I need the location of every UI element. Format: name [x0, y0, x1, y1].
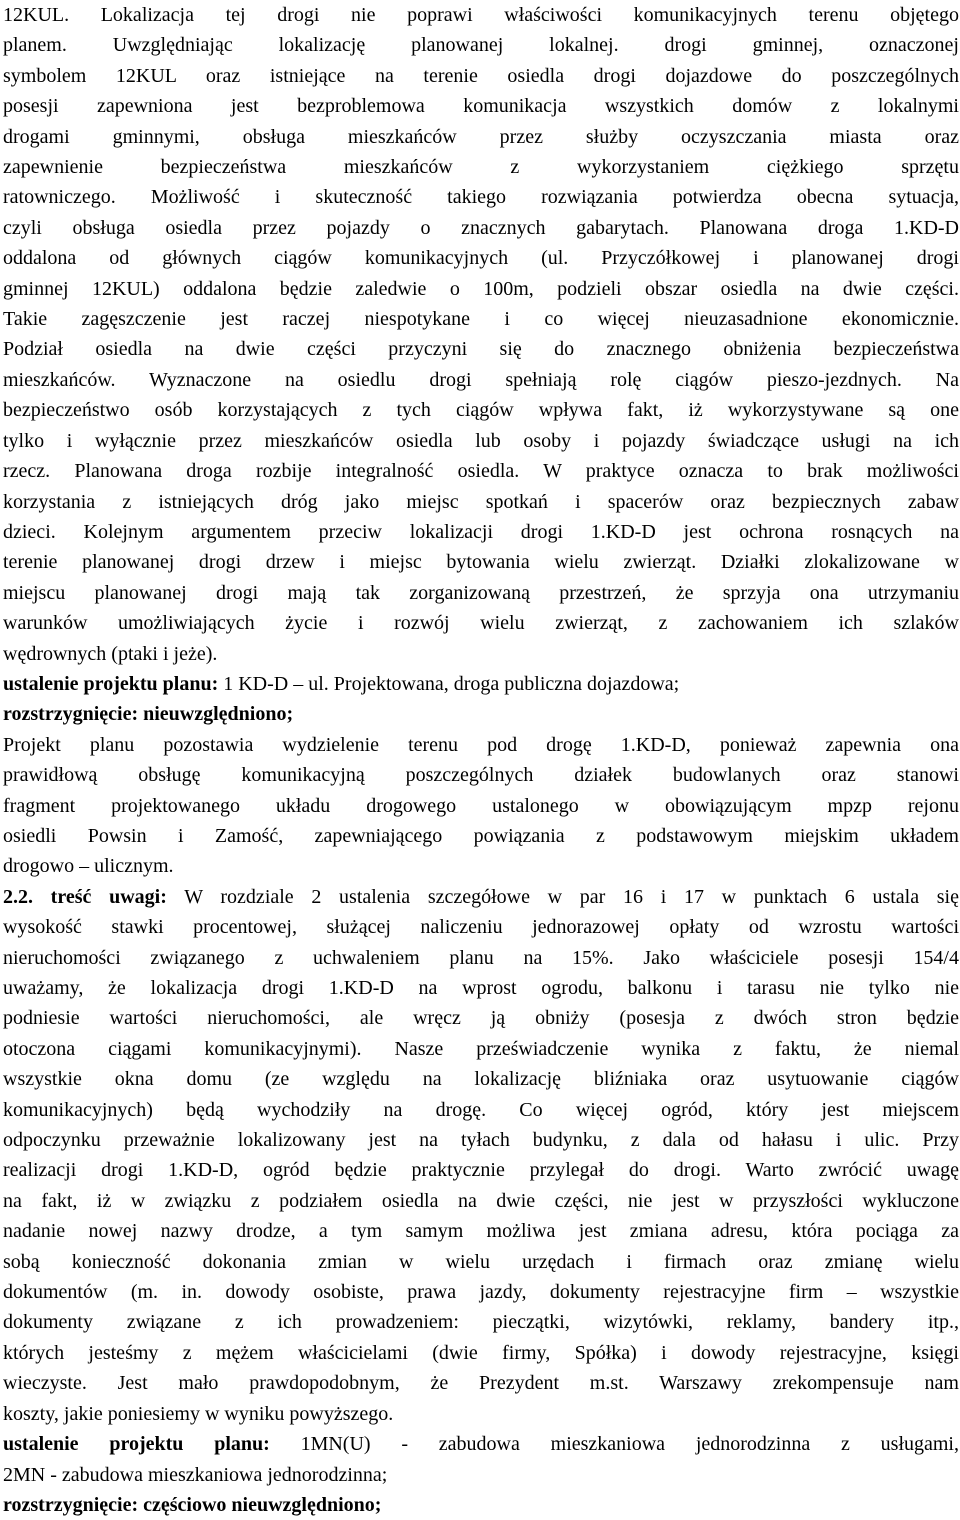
text-line: drogowo – ulicznym.: [3, 855, 174, 878]
text-line: Projekt planu pozostawia wydzielenie terenu pod drogę 1.KD-D, ponieważ zapewnia ona: [3, 733, 959, 756]
text-line: prawidłową obsługę komunikacyjną poszczególnych działek budowlanych oraz stanowi: [3, 764, 959, 787]
ustalenie-line-1: [3, 669, 959, 699]
text-line: mieszkańców. Wyznaczone na osiedlu drogi spełniają rolę ciągów pieszo-jezdnych. Na: [3, 368, 959, 391]
text-line: planem. Uwzględniając lokalizację planowanej lokalnej. drogi gminnej, oznaczonej: [3, 34, 959, 57]
text-line: Podział osiedla na dwie części przyczyni się do znacznego obniżenia bezpieczeństwa: [3, 338, 959, 361]
text-line: podniesie wartości nieruchomości, ale wręcz ją obniży (posesja z dwóch stron będzie: [3, 1007, 959, 1030]
rozstrzygniecie-line-1: [3, 699, 959, 729]
text-line: ratowniczego. Możliwość i skuteczność takiego rozwiązania potwierdza obecna sytuacja,: [3, 186, 959, 209]
rozstrzygniecie-label: rozstrzygnięcie: nieuwzględniono;: [3, 703, 294, 726]
text-line: 2MN - zabudowa mieszkaniowa jednorodzinna;: [3, 1463, 388, 1486]
text-line: warunków umożliwiających życie i rozwój wielu zwierząt, z zachowaniem ich szlaków: [3, 612, 959, 635]
text-line: [3, 882, 959, 912]
text-line: 12KUL. Lokalizacja tej drogi nie poprawi właściwości komunikacyjnych terenu objętego: [3, 4, 959, 26]
text-line: Takie zagęszczenie jest raczej niespotykane i co więcej nieuzasadnione ekonomicznie.: [3, 308, 959, 331]
text-line: wysokość stawki procentowej, służącej naliczeniu jednorazowej opłaty od wzrostu wartości: [3, 916, 959, 939]
paragraph-justification: [3, 730, 959, 882]
section-2-2: [3, 882, 959, 1429]
ustalenie-text: 1 KD-D – ul. Projektowana, droga publiczna dojazdowa;: [218, 672, 680, 695]
text-line: posesji zapewniona jest bezproblemowa komunikacja wszystkich domów z lokalnymi: [3, 95, 959, 118]
text-line: nieruchomości związanego z uchwaleniem planu na 15%. Jako właściciele posesji 154/4: [3, 946, 959, 969]
text-line: na fakt, iż w związku z podziałem osiedla na dwie części, nie jest w przyszłości wykluczone: [3, 1189, 959, 1212]
paragraph-12kul-objection: [3, 0, 959, 669]
text-line: odpoczynku przeważnie lokalizowany jest na tyłach budynku, z dala od hałasu i ulic. Przy: [3, 1129, 959, 1152]
ustalenie-text: 1MN(U) - zabudowa mieszkaniowa jednorodzinna z usługami,: [269, 1433, 959, 1456]
section-label: treść uwagi:: [33, 885, 167, 908]
text-line: wszystkie okna domu (ze względu na lokalizację bliźniaka oraz usytuowanie ciągów: [3, 1068, 959, 1091]
text-line: korzystania z istniejących dróg jako miejsc spotkań i spacerów oraz bezpiecznych zabaw: [3, 490, 959, 513]
text-line: osiedli Powsin i Zamość, zapewniającego powiązania z podstawowym miejskim układem: [3, 824, 959, 847]
section-first-line: W rozdziale 2 ustalenia szczegółowe w par 16 i 17 w punktach 6 ustala się: [166, 885, 959, 908]
text-line: otoczona ciągami komunikacyjnymi). Nasze przeświadczenie wynika z faktu, że niemal: [3, 1037, 959, 1060]
ustalenie-label: ustalenie projektu planu:: [3, 672, 219, 695]
text-line: wieczyste. Jest mało prawdopodobnym, że Prezydent m.st. Warszawy zrekompensuje nam: [3, 1372, 959, 1395]
text-line: drogami gminnymi, obsługa mieszkańców przez służby oczyszczania miasta oraz: [3, 125, 959, 148]
text-line: tylko i wyłącznie przez mieszkańców osiedla lub osoby i pojazdy świadczące usługi na ich: [3, 429, 959, 452]
text-line: koszty, jakie poniesiemy w wyniku powyższego.: [3, 1402, 394, 1425]
text-line: gminnej 12KUL) oddalona będzie zaledwie o 100m, podzieli obszar osiedla na dwie części.: [3, 277, 959, 300]
text-line: fragment projektowanego układu drogowego ustalonego w obowiązującym mpzp rejonu: [3, 794, 959, 817]
text-line: uważamy, że lokalizacja drogi 1.KD-D na wprost ogrodu, balkonu i tarasu nie tylko nie: [3, 977, 959, 999]
text-line: czyli obsługa osiedla przez pojazdy o znacznych gabarytach. Planowana droga 1.KD-D: [3, 216, 959, 239]
text-line: dokumentów (m. in. dowody osobiste, prawa jazdy, dokumenty rejestracyjne firm – wszystkie: [3, 1281, 959, 1304]
text-line: sobą konieczność dokonania zmian w wielu urzędach i firmach oraz zmianę wielu: [3, 1250, 959, 1273]
text-line: nadanie nowej nazwy drodze, a tym samym możliwa jest zmiana adresu, która pociąga za: [3, 1220, 959, 1243]
text-line: symbolem 12KUL oraz istniejące na terenie osiedla drogi dojazdowe do poszczególnych: [3, 64, 959, 87]
text-line: [3, 669, 959, 699]
text-line: komunikacyjnych) będą wychodziły na drogę. Co więcej ogród, który jest miejscem: [3, 1098, 959, 1121]
text-line: dzieci. Kolejnym argumentem przeciw lokalizacji drogi 1.KD-D jest ochrona rosnących na: [3, 520, 959, 543]
text-line: rzecz. Planowana droga rozbije integralność osiedla. W praktyce oznacza to brak możliwości: [3, 460, 959, 483]
text-line: miejscu planowanej drogi mają tak zorganizowaną przestrzeń, że sprzyja ona utrzymaniu: [3, 581, 959, 604]
rozstrzygniecie-label: rozstrzygnięcie: częściowo nieuwzględniono;: [3, 1493, 382, 1516]
text-line: dokumenty związane z ich prowadzeniem: pieczątki, wizytówki, reklamy, bandery itp.,: [3, 1311, 959, 1334]
text-line: [3, 1429, 959, 1459]
text-line: zapewnienie bezpieczeństwa mieszkańców z wykorzystaniem ciężkiego sprzętu: [3, 156, 959, 179]
text-line: terenie planowanej drogi drzew i miejsc bytowania wielu zwierząt. Działki zlokalizowane w: [3, 551, 959, 574]
rozstrzygniecie-line-2: [3, 1490, 959, 1520]
section-number: 2.2.: [3, 885, 33, 908]
text-line: realizacji drogi 1.KD-D, ogród będzie praktycznie przylegał do drogi. Warto zwrócić uwagę: [3, 1159, 959, 1182]
text-line: wędrownych (ptaki i jeże).: [3, 642, 218, 665]
text-line: których jesteśmy z mężem właścicielami (dwie firmy, Spółka) i dowody rejestracyjne, księgi: [3, 1341, 959, 1364]
ustalenie-label: ustalenie projektu planu:: [3, 1433, 270, 1456]
text-line: oddalona od głównych ciągów komunikacyjnych (ul. Przyczółkowej i planowanej drogi: [3, 247, 959, 270]
ustalenie-line-2: [3, 1429, 959, 1490]
text-line: bezpieczeństwo osób korzystających z tych ciągów wpływa fakt, iż wykorzystywane są one: [3, 399, 959, 422]
